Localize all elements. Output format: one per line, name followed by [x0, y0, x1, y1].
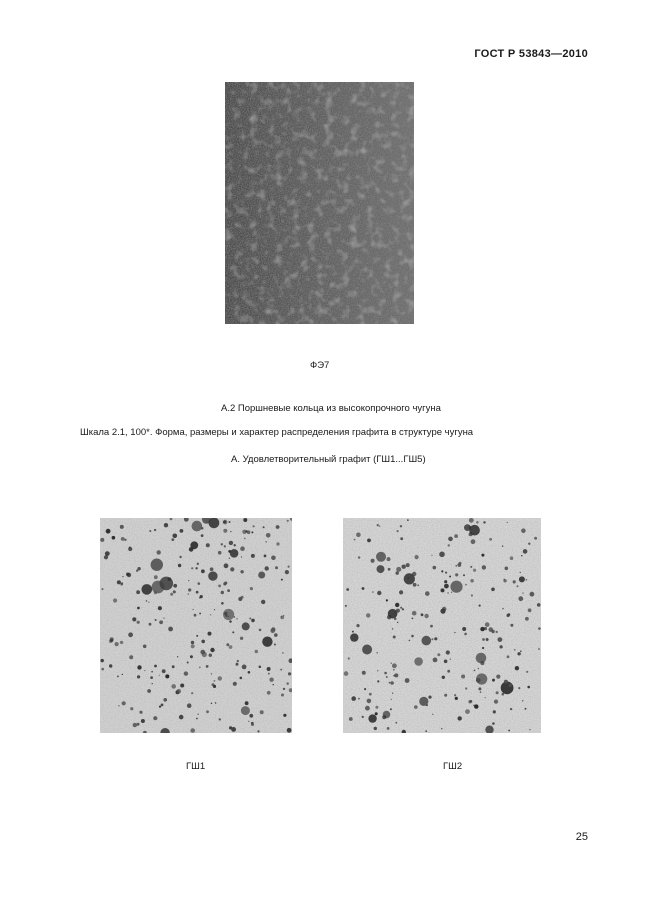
figure-caption-gsh1: ГШ1 — [186, 761, 206, 772]
figure-caption-gsh2: ГШ2 — [443, 761, 463, 772]
section-title: А.2 Поршневые кольца из высокопрочного чугуна — [221, 403, 441, 414]
document-header: ГОСТ Р 53843—2010 — [474, 48, 588, 60]
micrograph-fe7 — [225, 82, 414, 324]
scale-description: Шкала 2.1, 100*. Форма, размеры и характер распределения графита в структуре чугуна — [80, 427, 474, 438]
micrograph-gsh2 — [343, 518, 541, 733]
figure-caption-fe7: ФЭ7 — [310, 360, 330, 371]
subsection-title: А. Удовлетворительный графит (ГШ1...ГШ5) — [231, 454, 426, 465]
micrograph-gsh1 — [100, 518, 292, 733]
page-number: 25 — [575, 831, 588, 843]
